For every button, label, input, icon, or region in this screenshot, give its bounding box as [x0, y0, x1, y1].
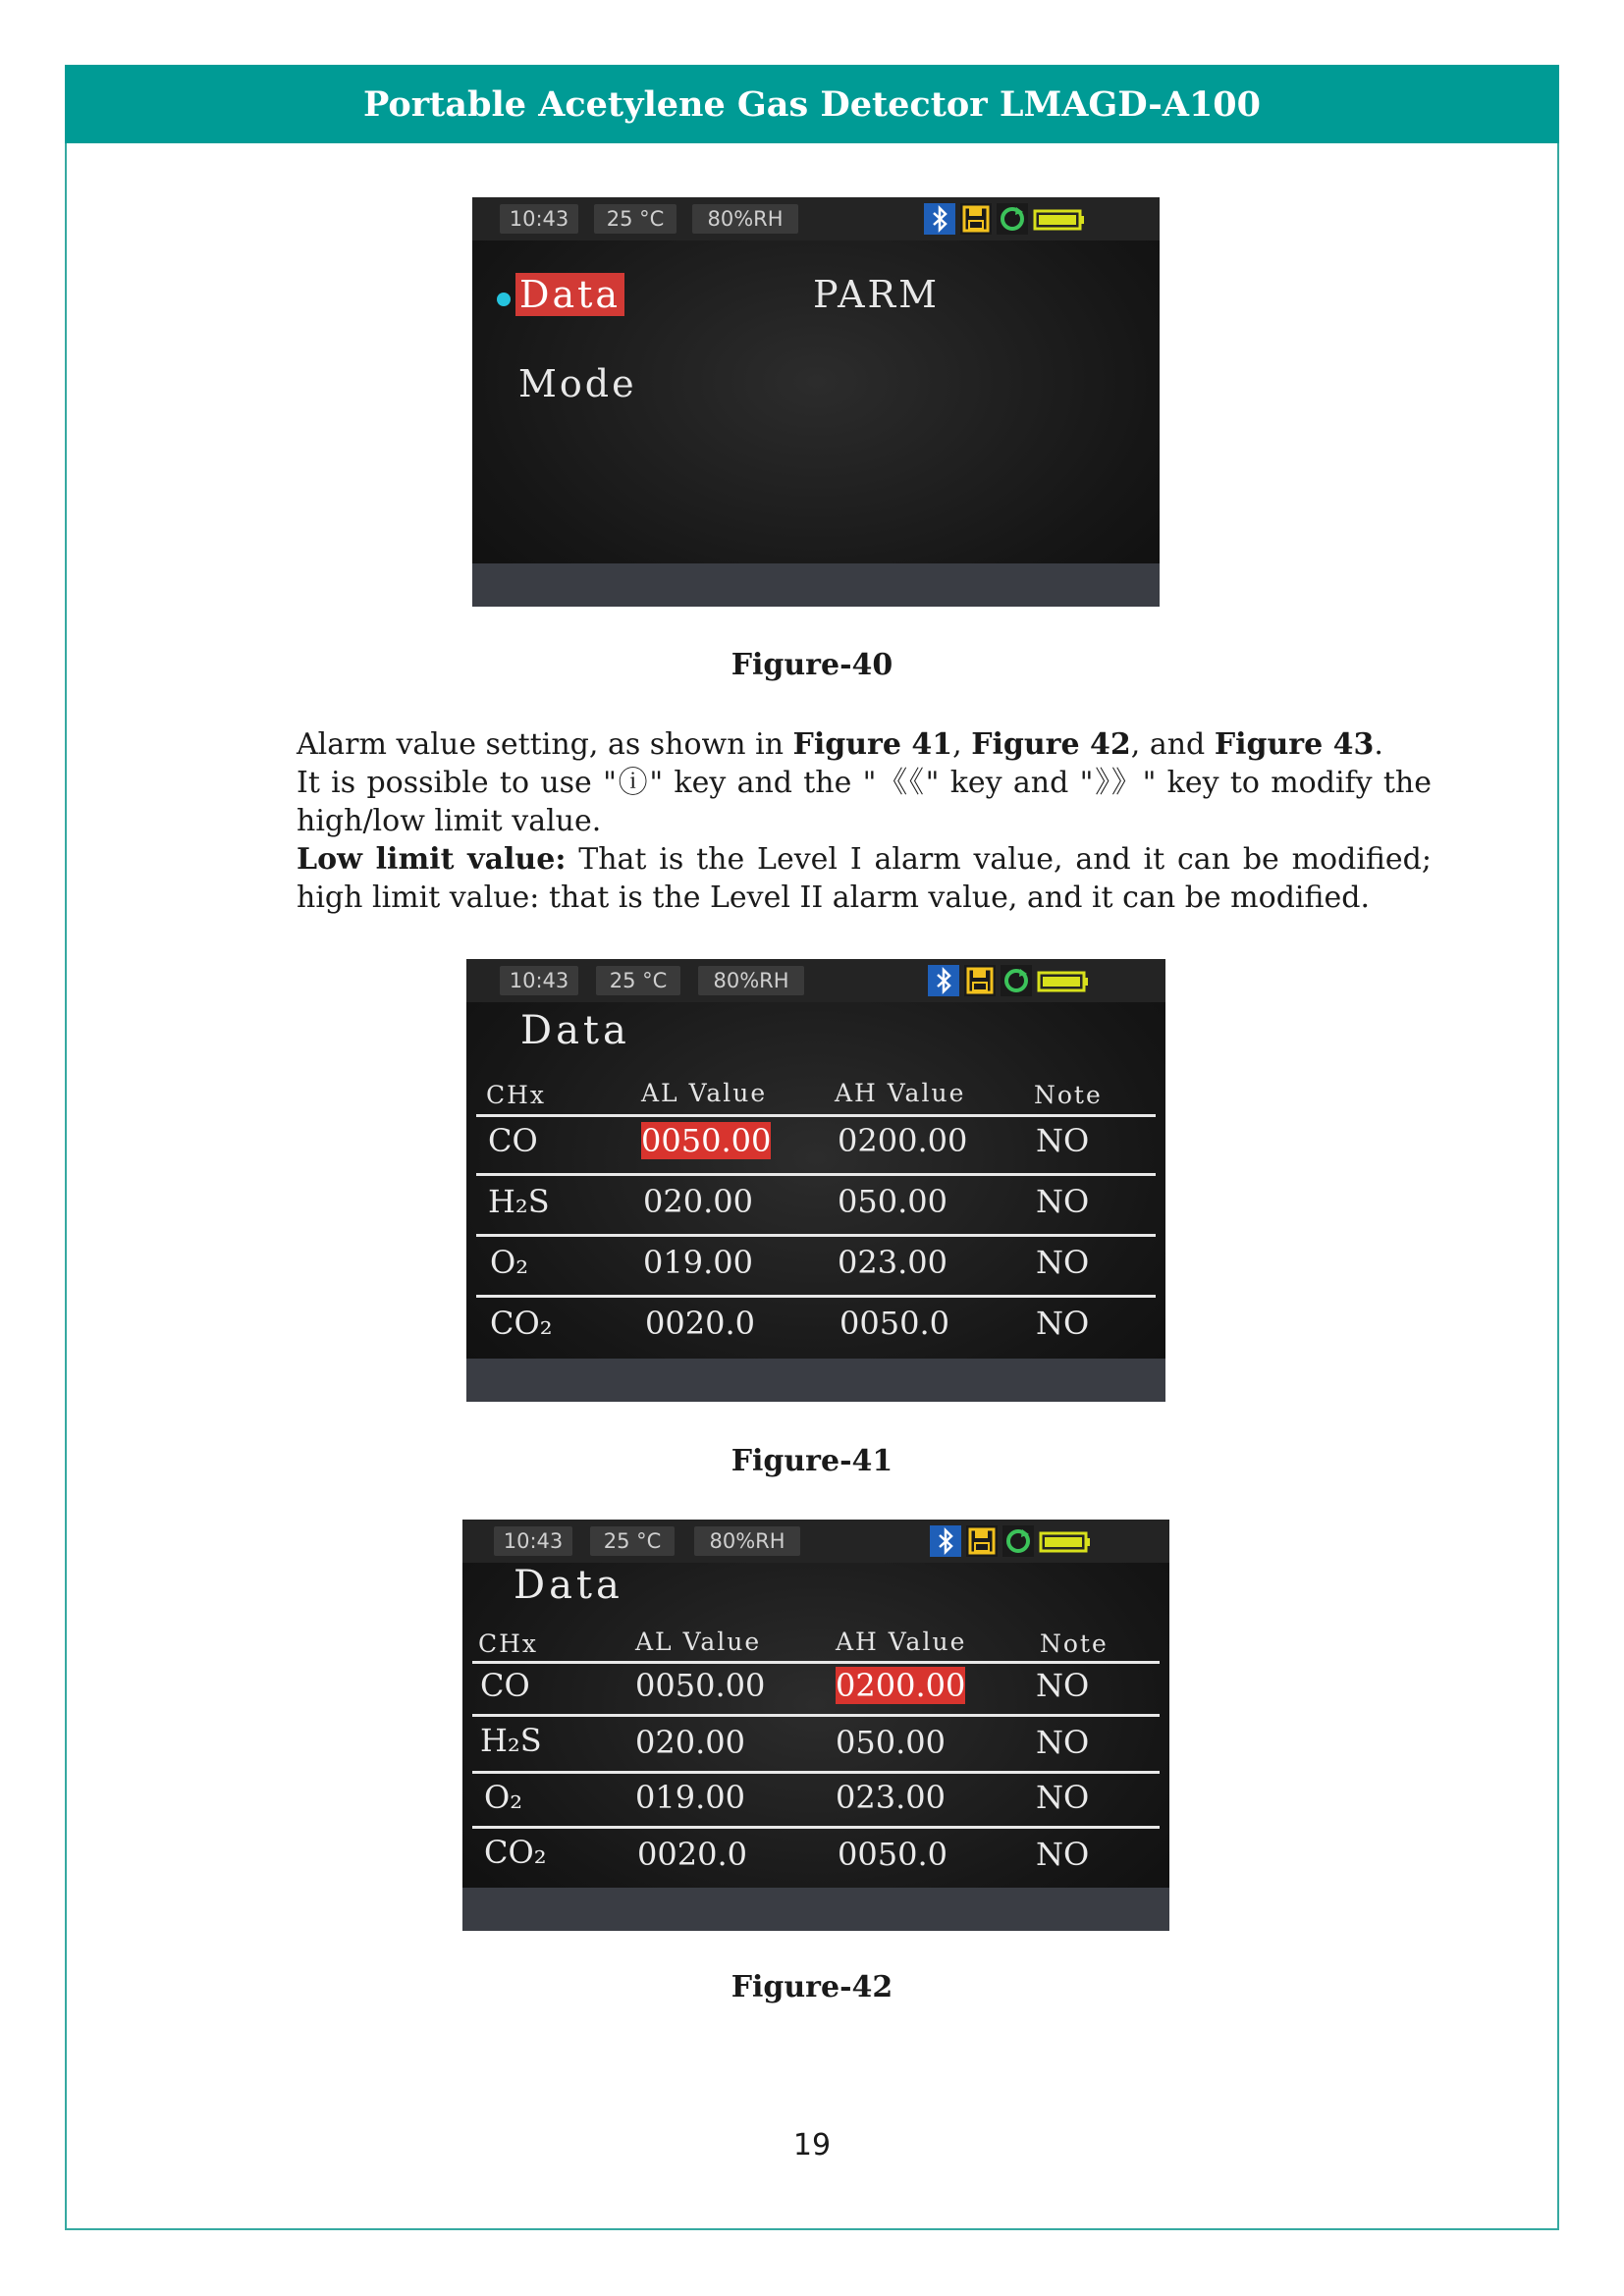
- battery-icon: [1039, 1525, 1092, 1557]
- humidity-chip: 80%RH: [698, 966, 804, 995]
- body-text: [297, 725, 1432, 917]
- battery-icon: [1033, 203, 1086, 235]
- row-divider: [476, 1114, 1156, 1117]
- col-header-ah: AH Value: [835, 1079, 966, 1107]
- keys-instruction: It is possible to use "ⓘ" key and the "《《" key and "》》" key to modify the high/low limit value.: [297, 766, 1432, 838]
- selection-bullet: [497, 293, 511, 306]
- cell-al-value: 020.00: [635, 1724, 745, 1761]
- status-bar: [466, 959, 1165, 1002]
- time-chip: 10:43: [494, 1526, 572, 1556]
- cell-al-value: 0020.0: [645, 1305, 755, 1342]
- cell-chx: CO: [480, 1667, 530, 1704]
- bluetooth-icon: [928, 965, 959, 996]
- screen-title: Data: [520, 1008, 630, 1053]
- cell-ah-value: 023.00: [838, 1244, 947, 1281]
- cell-al-value[interactable]: 0050.00: [641, 1122, 772, 1159]
- row-divider: [476, 1173, 1156, 1176]
- cell-chx: H₂S: [488, 1183, 550, 1220]
- time-chip: 10:43: [500, 204, 578, 234]
- cell-al-value: 0020.0: [637, 1836, 747, 1873]
- status-bar: [462, 1520, 1169, 1563]
- cell-chx: O₂: [490, 1244, 529, 1281]
- col-header-ah: AH Value: [836, 1628, 967, 1656]
- status-bar: [472, 197, 1160, 240]
- cell-note: NO: [1036, 1183, 1090, 1220]
- cell-note: NO: [1036, 1305, 1090, 1342]
- figure-42-screen: [462, 1520, 1169, 1931]
- col-header-al: AL Value: [635, 1628, 762, 1656]
- screen-footer: [462, 1888, 1169, 1931]
- figure-40-caption: Figure-40: [731, 648, 893, 682]
- time-chip: 10:43: [500, 966, 578, 995]
- bluetooth-icon: [924, 203, 955, 235]
- cell-ah-value: 050.00: [838, 1183, 947, 1220]
- cell-ah-value: 050.00: [836, 1724, 946, 1761]
- col-header-note: Note: [1040, 1629, 1109, 1658]
- screen-footer: [466, 1359, 1165, 1402]
- cell-chx: H₂S: [480, 1722, 542, 1759]
- screen-title: Data: [514, 1563, 623, 1608]
- row-divider: [472, 1714, 1160, 1717]
- cell-chx: CO: [488, 1122, 538, 1159]
- menu-item-parm[interactable]: PARM: [813, 273, 941, 316]
- cell-al-value: 0050.00: [635, 1667, 766, 1704]
- col-header-chx: CHx: [478, 1629, 539, 1658]
- cell-chx: O₂: [484, 1779, 523, 1816]
- row-divider: [472, 1771, 1160, 1774]
- humidity-chip: 80%RH: [692, 204, 798, 234]
- cell-ah-value: 0050.0: [839, 1305, 949, 1342]
- menu-item-data[interactable]: Data: [515, 273, 624, 316]
- humidity-chip: 80%RH: [694, 1526, 800, 1556]
- temp-chip: 25 °C: [590, 1526, 675, 1556]
- page-header: [65, 65, 1559, 143]
- temp-chip: 25 °C: [596, 966, 680, 995]
- figure-41-caption: Figure-41: [731, 1444, 893, 1478]
- col-header-chx: CHx: [486, 1081, 547, 1109]
- cell-al-value: 019.00: [635, 1779, 745, 1816]
- page-number: 19: [792, 2128, 832, 2163]
- cell-note: NO: [1036, 1836, 1090, 1873]
- header-title: Portable Acetylene Gas Detector LMAGD-A100: [362, 83, 1262, 125]
- intro-line: Alarm value setting, as shown in Figure 41, Figure 42, and Figure 43.: [297, 727, 1383, 762]
- col-header-note: Note: [1034, 1081, 1103, 1109]
- refresh-icon: [1001, 965, 1032, 996]
- screen-footer: [472, 563, 1160, 607]
- cell-ah-value[interactable]: 0200.00: [836, 1667, 966, 1704]
- cell-al-value: 019.00: [643, 1244, 753, 1281]
- col-header-al: AL Value: [641, 1079, 768, 1107]
- refresh-icon: [1002, 1525, 1034, 1557]
- cell-ah-value: 0050.0: [838, 1836, 947, 1873]
- row-divider: [476, 1234, 1156, 1237]
- figure-42-caption: Figure-42: [731, 1970, 893, 2004]
- cell-chx: CO₂: [484, 1834, 547, 1871]
- cell-note: NO: [1036, 1779, 1090, 1816]
- row-divider: [476, 1295, 1156, 1298]
- cell-ah-value: 023.00: [836, 1779, 946, 1816]
- bluetooth-icon: [930, 1525, 961, 1557]
- temp-chip: 25 °C: [594, 204, 677, 234]
- save-icon: [960, 203, 992, 235]
- cell-note: NO: [1036, 1667, 1090, 1704]
- refresh-icon: [997, 203, 1028, 235]
- row-divider: [472, 1661, 1160, 1664]
- cell-chx: CO₂: [490, 1305, 553, 1342]
- save-icon: [966, 1525, 998, 1557]
- cell-ah-value: 0200.00: [838, 1122, 968, 1159]
- limit-description: Low limit value: That is the Level I alarm value, and it can be modified; high limit value: that is the Level II alarm value, and it can be modified.: [297, 842, 1432, 915]
- row-divider: [472, 1826, 1160, 1829]
- cell-note: NO: [1036, 1724, 1090, 1761]
- figure-41-screen: [466, 959, 1165, 1402]
- cell-note: NO: [1036, 1244, 1090, 1281]
- save-icon: [964, 965, 996, 996]
- battery-icon: [1037, 965, 1090, 996]
- figure-40-screen: [472, 197, 1160, 607]
- menu-item-mode[interactable]: Mode: [518, 362, 637, 405]
- cell-note: NO: [1036, 1122, 1090, 1159]
- cell-al-value: 020.00: [643, 1183, 753, 1220]
